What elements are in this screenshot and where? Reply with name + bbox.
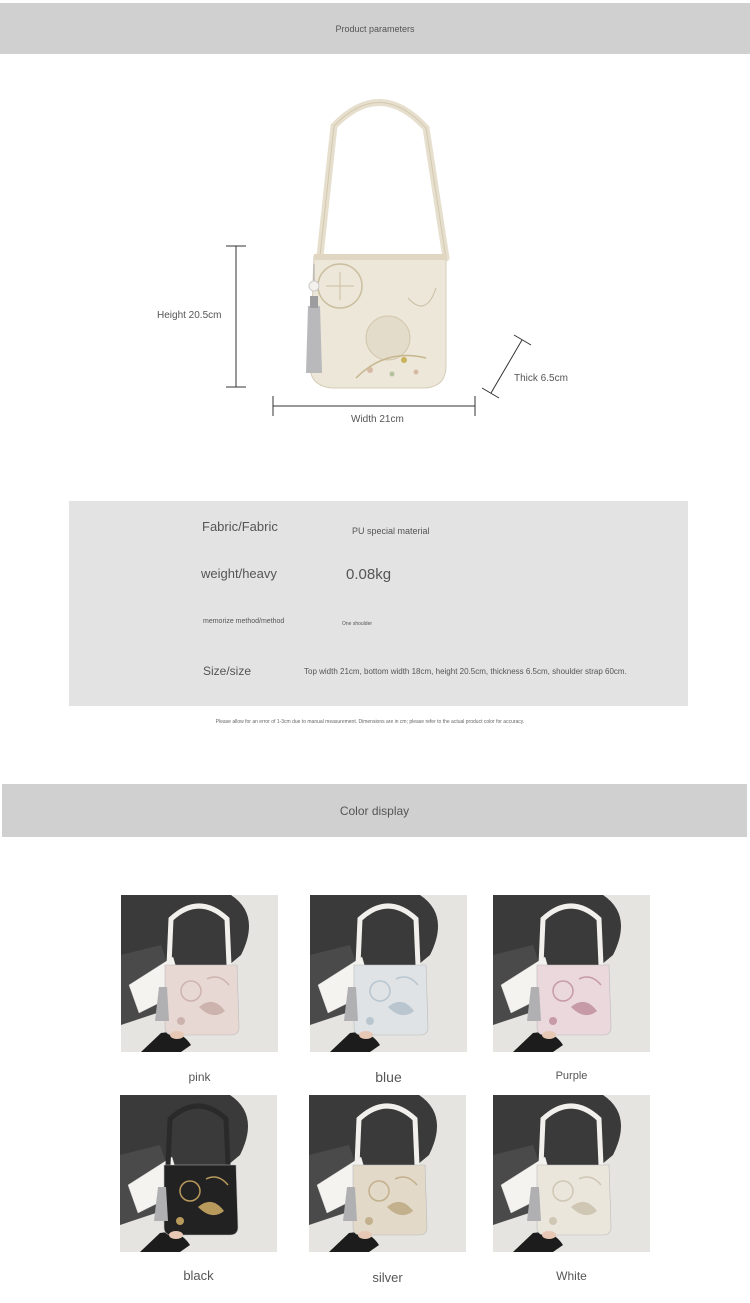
color-title: Color display [339, 803, 410, 818]
dimension-lines [0, 0, 750, 430]
color-label-blue: blue [375, 1069, 402, 1085]
color-banner [2, 784, 747, 837]
spec-key-fabric: Fabric/Fabric [202, 519, 278, 534]
spec-value-fabric: PU special material [352, 526, 430, 536]
color-photo-pink [121, 895, 278, 1052]
width-label: Width 21cm [351, 414, 404, 425]
color-photo-black [120, 1095, 277, 1252]
spec-value-size: Top width 21cm, bottom width 18cm, height 20.5cm, thickness 6.5cm, shoulder strap 60cm. [304, 667, 627, 676]
spec-key-method: memorize method/method [203, 618, 285, 625]
spec-table [69, 501, 688, 706]
color-label-purple: Purple [555, 1070, 588, 1082]
spec-key-size: Size/size [203, 664, 252, 678]
measurement-note: Please allow for an error of 1-3cm due to manual measurement. Dimensions are in cm; please refer to the actual product color for accuracy. [215, 719, 525, 725]
color-label-black: black [183, 1268, 214, 1283]
spec-value-method: One shoulder [342, 621, 373, 627]
color-photo-purple [493, 895, 650, 1052]
spec-key-weight: weight/heavy [201, 566, 277, 581]
color-photo-blue [310, 895, 467, 1052]
height-label: Height 20.5cm [157, 310, 222, 321]
color-label-white: White [556, 1269, 587, 1283]
thick-label: Thick 6.5cm [514, 373, 568, 384]
color-photo-silver [309, 1095, 466, 1252]
color-photo-white [493, 1095, 650, 1252]
color-label-silver: silver [372, 1270, 403, 1285]
params-title: Product parameters [335, 23, 415, 34]
spec-value-weight: 0.08kg [346, 566, 392, 583]
color-label-pink: pink [188, 1070, 211, 1084]
